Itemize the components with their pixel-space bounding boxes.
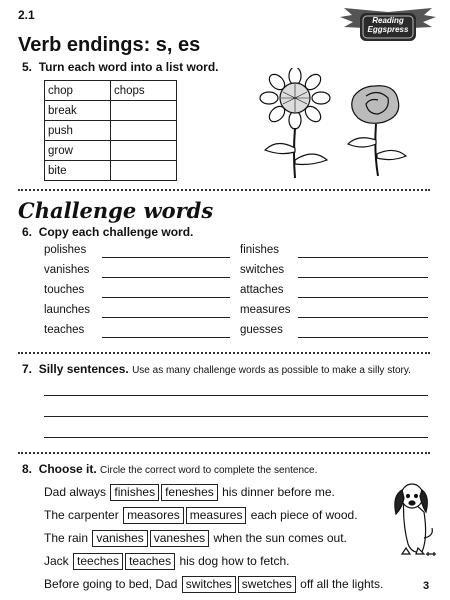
- answer-cell[interactable]: [111, 101, 177, 121]
- dog-icon: [388, 482, 438, 558]
- word-choice[interactable]: teeches: [73, 553, 123, 570]
- word-choice[interactable]: finishes: [110, 484, 159, 501]
- word-choice[interactable]: teaches: [125, 553, 175, 570]
- section-divider: [18, 352, 430, 354]
- word-cell: chop: [45, 81, 111, 101]
- sentence: The rain vanishes vaneshes when the sun comes out.: [44, 531, 347, 545]
- word-cell: break: [45, 101, 111, 121]
- copy-line[interactable]: [102, 317, 230, 318]
- table-row: [45, 121, 177, 141]
- word-cell: push: [45, 121, 111, 141]
- copy-line[interactable]: [102, 257, 230, 258]
- logo-word-2: Eggspress: [367, 25, 409, 34]
- section-divider: [18, 189, 430, 191]
- page-number: 3: [423, 580, 430, 592]
- q7-heading: 7. Silly sentences. Use as many challenge words as possible to make a silly story.: [22, 362, 411, 376]
- copy-line[interactable]: [102, 337, 230, 338]
- word-choice[interactable]: feneshes: [161, 484, 218, 501]
- copy-line[interactable]: [102, 277, 230, 278]
- sentence: The carpenter measores measures each piece of wood.: [44, 508, 358, 522]
- table-row: [45, 141, 177, 161]
- copy-line[interactable]: [102, 297, 230, 298]
- word-choice[interactable]: vaneshes: [150, 530, 209, 547]
- reading-eggspress-logo: [338, 6, 438, 46]
- copy-line[interactable]: [298, 257, 428, 258]
- section-divider: [18, 452, 430, 454]
- page-title: Verb endings: s, es: [18, 34, 201, 56]
- word-choice[interactable]: vanishes: [92, 530, 147, 547]
- answer-cell[interactable]: chops: [111, 81, 177, 101]
- word-choice[interactable]: switches: [182, 576, 236, 593]
- answer-cell[interactable]: [111, 121, 177, 141]
- table-row: [45, 81, 177, 101]
- challenge-heading: Challenge words: [18, 198, 214, 223]
- section-number: 2.1: [18, 8, 35, 22]
- word-cell: grow: [45, 141, 111, 161]
- q5-heading: 5. Turn each word into a list word.: [22, 60, 219, 74]
- sentence: Before going to bed, Dad switches swetches off all the lights.: [44, 577, 384, 591]
- challenge-word: teaches: [44, 324, 85, 336]
- copy-line[interactable]: [298, 317, 428, 318]
- story-line[interactable]: [44, 437, 428, 438]
- word-choice[interactable]: measores: [123, 507, 184, 524]
- answer-cell[interactable]: [111, 141, 177, 161]
- list-word-table: [44, 80, 177, 181]
- copy-line[interactable]: [298, 297, 428, 298]
- sentence: Jack teeches teaches his dog how to fetch.: [44, 554, 290, 568]
- table-row: [45, 161, 177, 181]
- challenge-word: finishes: [240, 244, 279, 256]
- word-choice[interactable]: measures: [186, 507, 247, 524]
- challenge-word: vanishes: [44, 264, 90, 276]
- story-line[interactable]: [44, 416, 428, 417]
- q8-heading: 8. Choose it. Circle the correct word to complete the sentence.: [22, 462, 318, 476]
- challenge-word: touches: [44, 284, 85, 296]
- story-line[interactable]: [44, 395, 428, 396]
- challenge-word: guesses: [240, 324, 283, 336]
- table-row: [45, 101, 177, 121]
- answer-cell[interactable]: [111, 161, 177, 181]
- challenge-word: launches: [44, 304, 91, 316]
- copy-line[interactable]: [298, 277, 428, 278]
- word-choice[interactable]: swetches: [238, 576, 296, 593]
- challenge-word: switches: [240, 264, 285, 276]
- logo-word-1: Reading: [372, 16, 404, 25]
- challenge-word: polishes: [44, 244, 87, 256]
- word-cell: bite: [45, 161, 111, 181]
- rose-icon: [340, 82, 410, 178]
- copy-line[interactable]: [298, 337, 428, 338]
- challenge-word: attaches: [240, 284, 284, 296]
- challenge-word: measures: [240, 304, 291, 316]
- sentence: Dad always finishes feneshes his dinner before me.: [44, 485, 335, 499]
- q6-heading: 6. Copy each challenge word.: [22, 225, 194, 239]
- sunflower-icon: [255, 68, 335, 180]
